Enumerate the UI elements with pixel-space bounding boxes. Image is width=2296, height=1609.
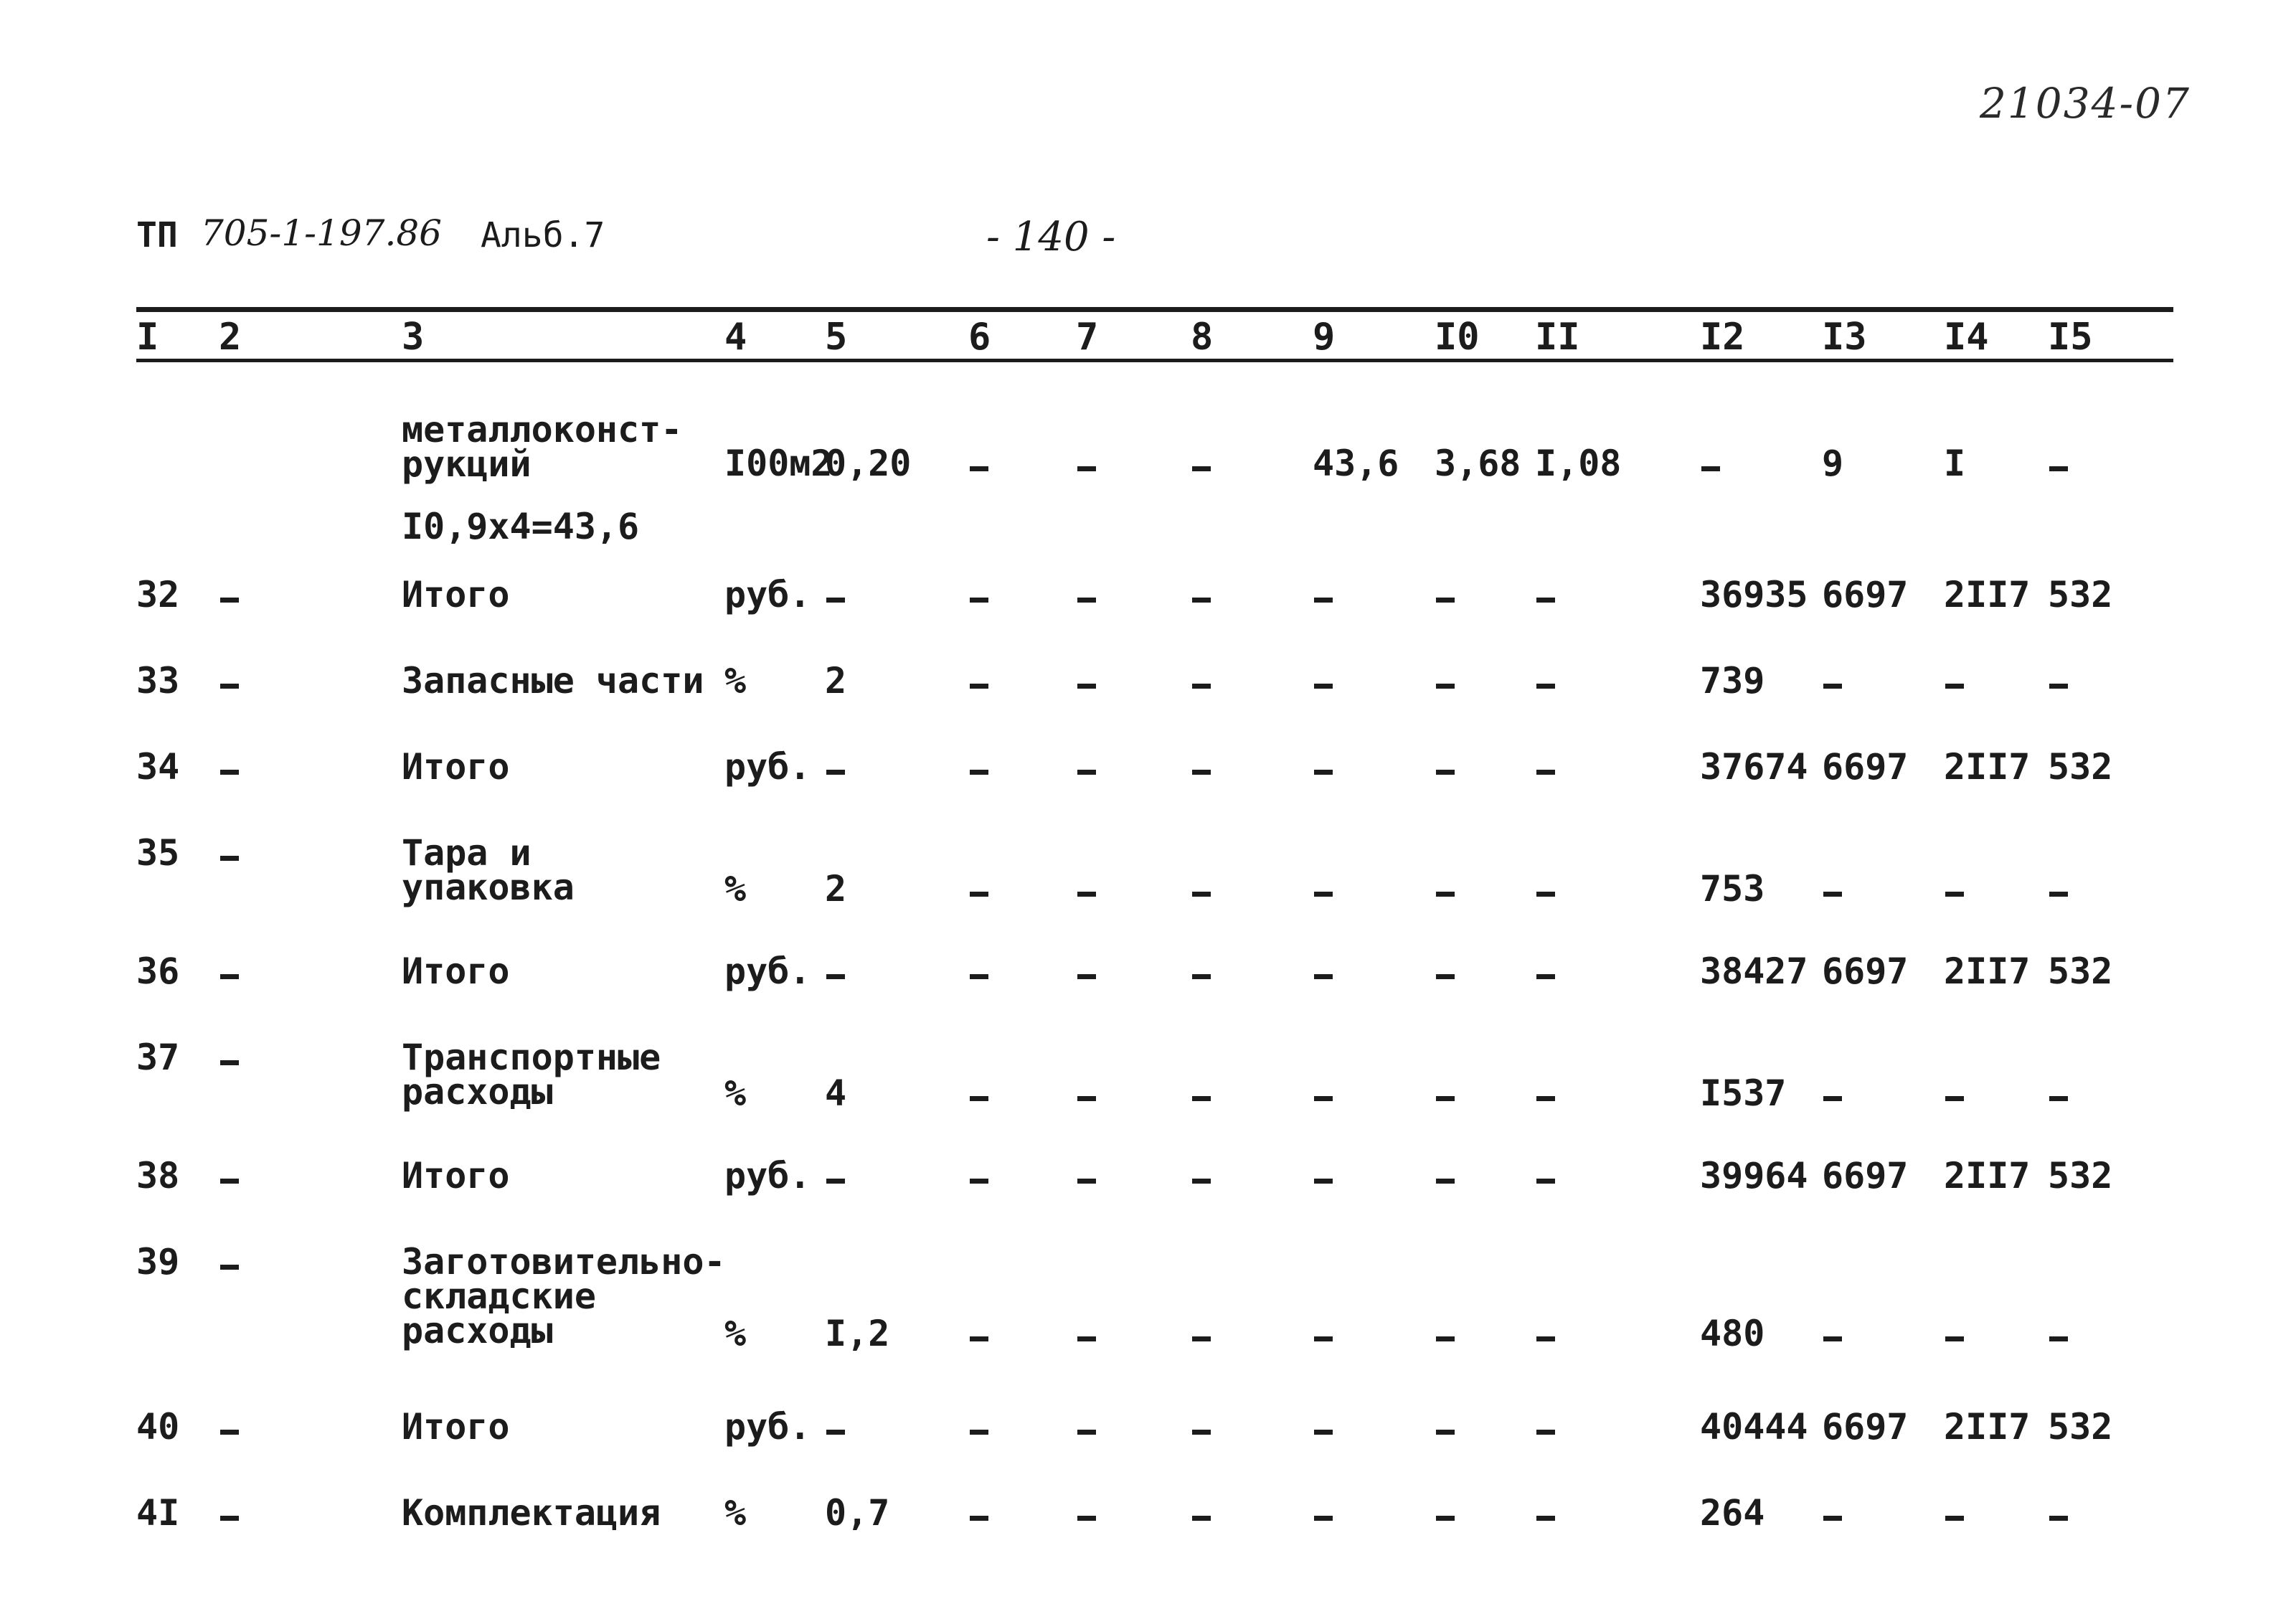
row-c15-dash	[2049, 1516, 2068, 1521]
handwritten-document-code: 21034-07	[1980, 79, 2191, 128]
row-c12: 38427	[1700, 950, 1808, 992]
row-unit: руб.	[724, 950, 811, 992]
row-col2-dash	[220, 1060, 239, 1065]
row-c14: 2II7	[1944, 1406, 2031, 1448]
row-c11-dash	[1536, 892, 1555, 897]
column-header-8: 8	[1191, 316, 1214, 359]
row-unit: руб.	[724, 1155, 811, 1197]
row-c6-dash	[970, 1096, 988, 1101]
row-c10-dash	[1436, 1096, 1455, 1101]
row-unit: руб.	[724, 574, 811, 615]
row-c13-dash	[1823, 1516, 1842, 1521]
row-c8-dash	[1192, 1179, 1211, 1184]
row-c8-dash	[1192, 1096, 1211, 1101]
row-c10-dash	[1436, 1179, 1455, 1184]
row-c14-dash	[1945, 1516, 1964, 1521]
row-c5-dash	[826, 770, 845, 775]
row-name: Итого	[402, 574, 510, 615]
column-header-3: 3	[402, 316, 425, 359]
row-name: Комплектация	[402, 1492, 661, 1534]
row-name: металлоконст- рукций	[402, 409, 683, 485]
row-c14-dash	[1945, 1336, 1964, 1341]
row-c6-dash	[970, 1516, 988, 1521]
row-c14: 2II7	[1944, 746, 2031, 788]
row-c6-dash	[970, 684, 988, 689]
row-c12: I537	[1700, 1072, 1787, 1114]
row-c15: 532	[2048, 950, 2113, 992]
row-c8-dash	[1192, 1516, 1211, 1521]
row-number: 37	[136, 1037, 180, 1078]
row-c10: 3,68	[1435, 443, 1521, 484]
column-header-12: I2	[1700, 316, 1745, 359]
row-c15: 532	[2048, 1155, 2113, 1197]
column-header-7: 7	[1076, 316, 1099, 359]
row-c14-dash	[1945, 1096, 1964, 1101]
row-c13-dash	[1823, 892, 1842, 897]
row-col2-dash	[220, 684, 239, 689]
row-c9-dash	[1314, 1516, 1333, 1521]
row-c5: 2	[825, 868, 847, 910]
row-c10-dash	[1436, 598, 1455, 603]
row-c11-dash	[1536, 770, 1555, 775]
row-unit: %	[724, 660, 747, 702]
row-number: 38	[136, 1155, 180, 1197]
row-c10-dash	[1436, 684, 1455, 689]
row-c11-dash	[1536, 1430, 1555, 1435]
row-c7-dash	[1077, 892, 1096, 897]
row-unit: %	[724, 1072, 747, 1114]
row-number: 36	[136, 950, 180, 992]
row-c14-dash	[1945, 684, 1964, 689]
row-col2-dash	[220, 1265, 239, 1270]
row-c12: 264	[1700, 1492, 1765, 1534]
row-col2-dash	[220, 1516, 239, 1521]
row-name: Итого	[402, 1155, 510, 1197]
row-c7-dash	[1077, 1336, 1096, 1341]
row-c6-dash	[970, 770, 988, 775]
row-c14: 2II7	[1944, 950, 2031, 992]
tp-label: ТП	[136, 215, 178, 255]
row-c6-dash	[970, 1430, 988, 1435]
row-c6-dash	[970, 974, 988, 979]
column-header-9: 9	[1313, 316, 1336, 359]
row-c9-dash	[1314, 770, 1333, 775]
row-c12: 753	[1700, 868, 1765, 910]
row-c15: 532	[2048, 1406, 2113, 1448]
row-c5-dash	[826, 1430, 845, 1435]
table-top-rule	[136, 307, 2173, 312]
row-c12: 739	[1700, 660, 1765, 702]
row-unit: руб.	[724, 746, 811, 788]
row-number: 35	[136, 832, 180, 874]
row-number: 32	[136, 574, 180, 615]
row-c15-dash	[2049, 892, 2068, 897]
row-c12: 480	[1700, 1313, 1765, 1354]
row-c11-dash	[1536, 1179, 1555, 1184]
row-c9-dash	[1314, 892, 1333, 897]
row-c5: I,2	[825, 1313, 890, 1354]
row-unit: руб.	[724, 1406, 811, 1448]
row-unit: %	[724, 1492, 747, 1534]
row-c7-dash	[1077, 1179, 1096, 1184]
row-c14-dash	[1945, 892, 1964, 897]
column-header-15: I5	[2048, 316, 2093, 359]
row-c11-dash	[1536, 684, 1555, 689]
column-header-10: I0	[1435, 316, 1480, 359]
row-c12: 37674	[1700, 746, 1808, 788]
row-c7-dash	[1077, 1096, 1096, 1101]
row-c11-dash	[1536, 1096, 1555, 1101]
row-c12: 39964	[1700, 1155, 1808, 1197]
row-c9-dash	[1314, 1336, 1333, 1341]
row-c7-dash	[1077, 1430, 1096, 1435]
row-c9-dash	[1314, 974, 1333, 979]
row-c10-dash	[1436, 1516, 1455, 1521]
row-unit: %	[724, 1313, 747, 1354]
row-c5: 2	[825, 660, 847, 702]
row-c5: 0,20	[825, 443, 912, 484]
row-c5: 4	[825, 1072, 847, 1114]
row-c13: 6697	[1822, 574, 1909, 615]
album-label: Альб.7	[481, 215, 605, 255]
row-c15: 532	[2048, 574, 2113, 615]
row-col2-dash	[220, 598, 239, 603]
row-c8-dash	[1192, 974, 1211, 979]
row-note: I0,9x4=43,6	[402, 506, 640, 547]
row-c8-dash	[1192, 1430, 1211, 1435]
row-c9-dash	[1314, 1430, 1333, 1435]
column-header-6: 6	[968, 316, 991, 359]
row-c14: 2II7	[1944, 1155, 2031, 1197]
row-unit: I00м2	[724, 443, 833, 484]
row-name: Транспортные расходы	[402, 1037, 661, 1113]
row-c9-dash	[1314, 1179, 1333, 1184]
row-name: Итого	[402, 950, 510, 992]
row-col2-dash	[220, 1430, 239, 1435]
column-header-11: II	[1535, 316, 1580, 359]
row-number: 40	[136, 1406, 180, 1448]
row-c13: 6697	[1822, 746, 1909, 788]
row-c15-dash	[2049, 1096, 2068, 1101]
table-header-rule	[136, 359, 2173, 362]
row-c13: 6697	[1822, 1155, 1909, 1197]
row-c8-dash	[1192, 770, 1211, 775]
row-c15: 532	[2048, 746, 2113, 788]
row-c9-dash	[1314, 1096, 1333, 1101]
row-c7-dash	[1077, 770, 1096, 775]
row-c5-dash	[826, 974, 845, 979]
row-c5-dash	[826, 598, 845, 603]
row-c6-dash	[970, 892, 988, 897]
row-c6-dash	[970, 1336, 988, 1341]
row-col2-dash	[220, 770, 239, 775]
row-c12: 36935	[1700, 574, 1808, 615]
row-c7-dash	[1077, 598, 1096, 603]
row-c11-dash	[1536, 1336, 1555, 1341]
column-header-14: I4	[1944, 316, 1989, 359]
row-c10-dash	[1436, 974, 1455, 979]
row-c15-dash	[2049, 1336, 2068, 1341]
row-c10-dash	[1436, 770, 1455, 775]
row-name: Заготовительно- складские расходы	[402, 1241, 726, 1351]
column-header-2: 2	[219, 316, 242, 359]
column-header-13: I3	[1822, 316, 1867, 359]
row-c11-dash	[1536, 974, 1555, 979]
row-c10-dash	[1436, 1430, 1455, 1435]
row-c13: 9	[1822, 443, 1844, 484]
row-c14: I	[1944, 443, 1966, 484]
row-c11-dash	[1536, 598, 1555, 603]
column-header-4: 4	[724, 316, 747, 359]
row-c12-dash	[1701, 466, 1720, 471]
row-col2-dash	[220, 974, 239, 979]
row-c12: 40444	[1700, 1406, 1808, 1448]
row-c11-dash	[1536, 1516, 1555, 1521]
column-header-5: 5	[825, 316, 848, 359]
row-c15-dash	[2049, 684, 2068, 689]
row-name: Итого	[402, 1406, 510, 1448]
row-c6-dash	[970, 1179, 988, 1184]
row-c8-dash	[1192, 684, 1211, 689]
row-c10-dash	[1436, 892, 1455, 897]
tp-number: 705-1-197.86	[201, 212, 442, 254]
row-c9-dash	[1314, 598, 1333, 603]
row-name: Тара и упаковка	[402, 832, 575, 908]
row-number: 4I	[136, 1492, 180, 1534]
row-number: 39	[136, 1241, 180, 1283]
row-c13-dash	[1823, 1336, 1842, 1341]
column-header-1: I	[136, 316, 159, 359]
row-col2-dash	[220, 856, 239, 861]
row-name: Итого	[402, 746, 510, 788]
row-c8-dash	[1192, 466, 1211, 471]
row-c7-dash	[1077, 684, 1096, 689]
row-c10-dash	[1436, 1336, 1455, 1341]
row-c13-dash	[1823, 1096, 1842, 1101]
row-c6-dash	[970, 466, 988, 471]
row-number: 34	[136, 746, 180, 788]
row-c11: I,08	[1535, 443, 1622, 484]
row-c14: 2II7	[1944, 574, 2031, 615]
row-c13-dash	[1823, 684, 1842, 689]
row-c9: 43,6	[1313, 443, 1399, 484]
row-c5: 0,7	[825, 1492, 890, 1534]
row-c15-dash	[2049, 466, 2068, 471]
row-c8-dash	[1192, 892, 1211, 897]
row-c8-dash	[1192, 598, 1211, 603]
row-name: Запасные части	[402, 660, 704, 702]
row-c7-dash	[1077, 974, 1096, 979]
row-c7-dash	[1077, 466, 1096, 471]
row-c8-dash	[1192, 1336, 1211, 1341]
row-c7-dash	[1077, 1516, 1096, 1521]
row-col2-dash	[220, 1179, 239, 1184]
row-unit: %	[724, 868, 747, 910]
page-number: - 140 -	[986, 214, 1116, 260]
row-c9-dash	[1314, 684, 1333, 689]
row-c13: 6697	[1822, 950, 1909, 992]
row-c6-dash	[970, 598, 988, 603]
row-number: 33	[136, 660, 180, 702]
row-c13: 6697	[1822, 1406, 1909, 1448]
row-c5-dash	[826, 1179, 845, 1184]
